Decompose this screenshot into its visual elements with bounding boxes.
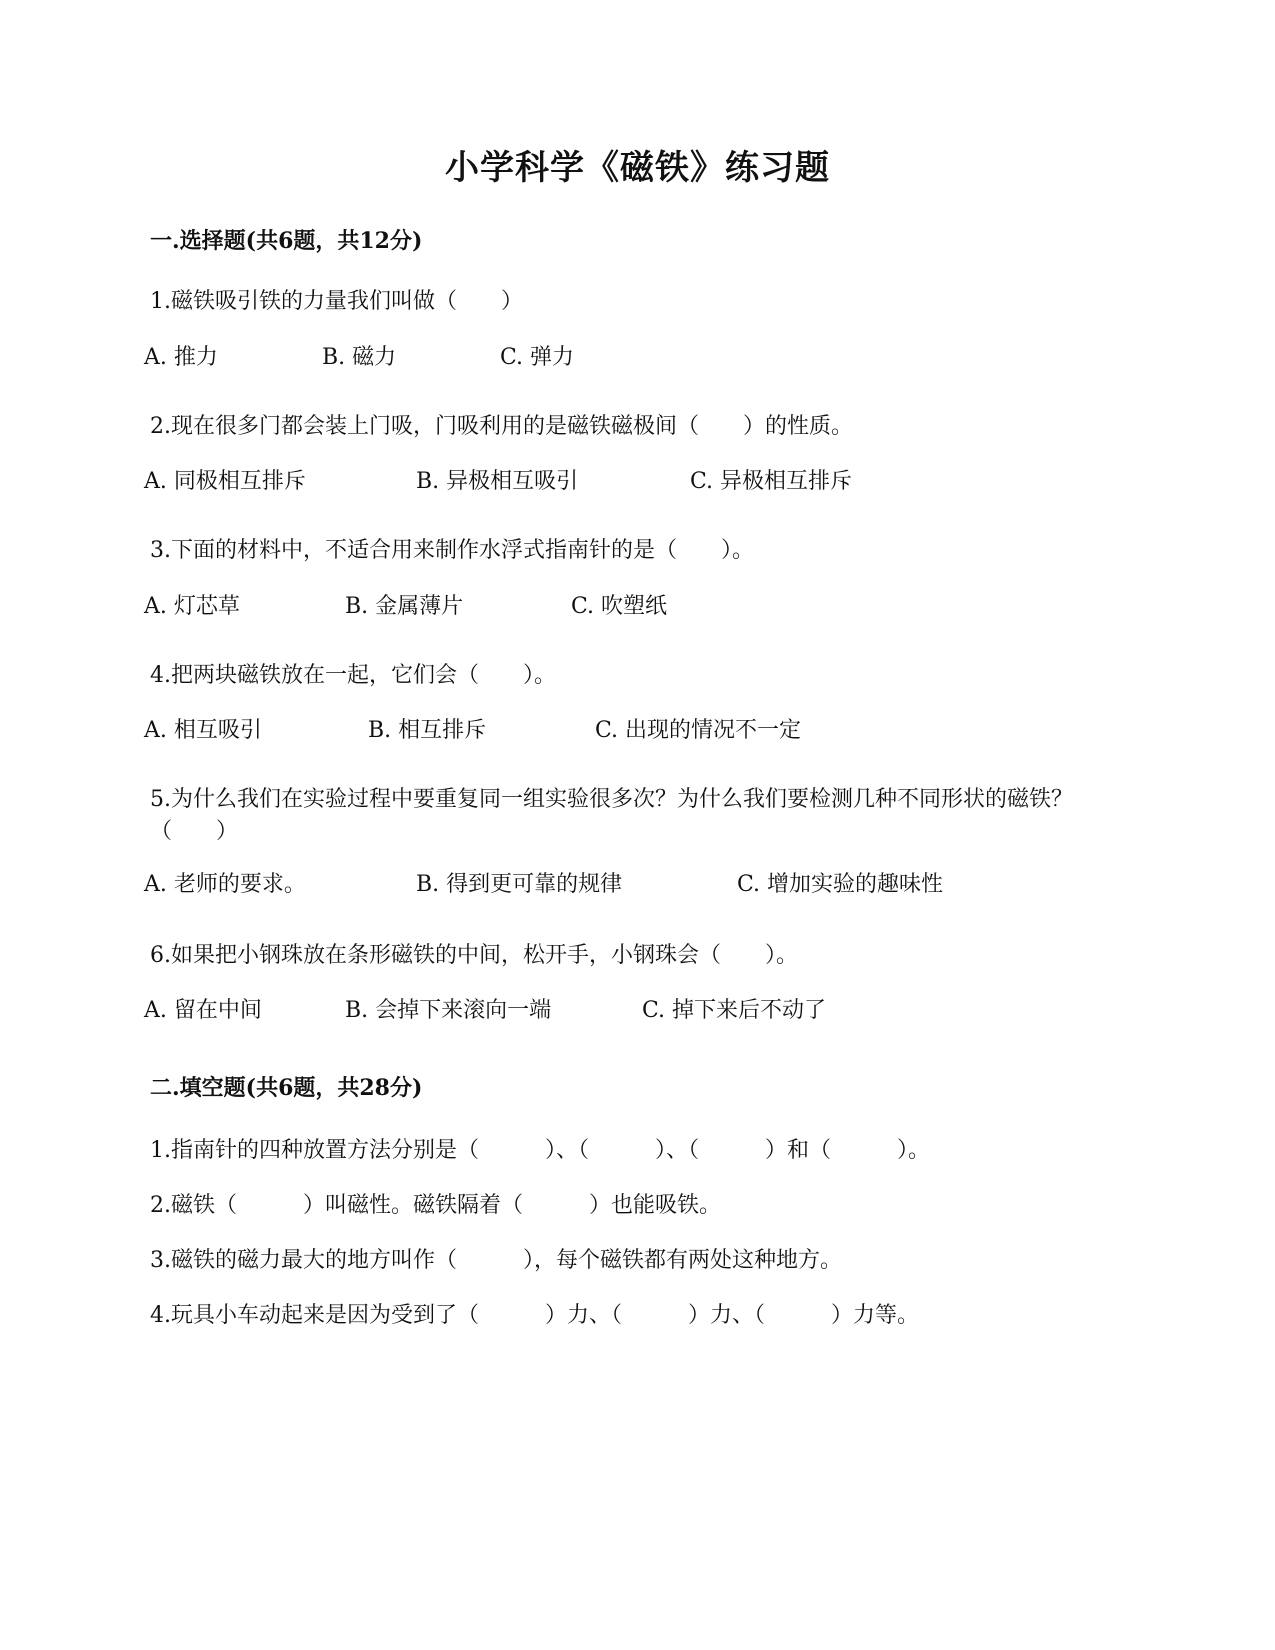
option-c: C. 增加实验的趣味性 (737, 872, 944, 897)
option-c: C. 出现的情况不一定 (595, 718, 802, 743)
question-stem: 4.把两块磁铁放在一起，它们会（ ）。 (150, 663, 556, 688)
option-c: C. 吹塑纸 (571, 594, 668, 619)
option-b: B. 磁力 (322, 345, 397, 370)
option-b: B. 相互排斥 (368, 718, 487, 743)
option-a: A. 留在中间 (144, 998, 262, 1023)
question-stem: 1.磁铁吸引铁的力量我们叫做（ ） (150, 289, 523, 314)
option-a: A. 同极相互排斥 (144, 469, 306, 494)
fill-question: 3.磁铁的磁力最大的地方叫作（ ），每个磁铁都有两处这种地方。 (150, 1248, 842, 1273)
option-c: C. 弹力 (500, 345, 575, 370)
fill-question: 4.玩具小车动起来是因为受到了（ ）力、（ ）力、（ ）力等。 (150, 1303, 919, 1328)
question-stem: 6.如果把小钢珠放在条形磁铁的中间，松开手，小钢珠会（ ）。 (150, 943, 798, 968)
section-heading-choice: 一.选择题(共6题，共12分) (150, 228, 423, 254)
option-c: C. 异极相互排斥 (690, 469, 853, 494)
option-a: A. 推力 (144, 345, 218, 370)
fill-question: 1.指南针的四种放置方法分别是（ ）、（ ）、（ ）和（ ）。 (150, 1138, 930, 1163)
option-b: B. 金属薄片 (345, 594, 464, 619)
section-heading-fill: 二.填空题(共6题，共28分) (150, 1075, 423, 1101)
option-a: A. 灯芯草 (144, 594, 240, 619)
option-c: C. 掉下来后不动了 (642, 998, 827, 1023)
question-stem: 3.下面的材料中，不适合用来制作水浮式指南针的是（ ）。 (150, 538, 754, 563)
option-b: B. 异极相互吸引 (416, 469, 579, 494)
page-title: 小学科学《磁铁》练习题 (445, 148, 830, 188)
fill-question: 2.磁铁（ ）叫磁性。磁铁隔着（ ）也能吸铁。 (150, 1193, 721, 1218)
question-stem: 2.现在很多门都会装上门吸，门吸利用的是磁铁磁极间（ ）的性质。 (150, 414, 853, 439)
option-b: B. 会掉下来滚向一端 (345, 998, 552, 1023)
question-stem: 5.为什么我们在实验过程中要重复同一组实验很多次？为什么我们要检测几种不同形状的磁铁？（ ） (150, 787, 1073, 844)
option-a: A. 相互吸引 (144, 718, 262, 743)
option-b: B. 得到更可靠的规律 (416, 872, 623, 897)
option-a: A. 老师的要求。 (144, 872, 306, 897)
